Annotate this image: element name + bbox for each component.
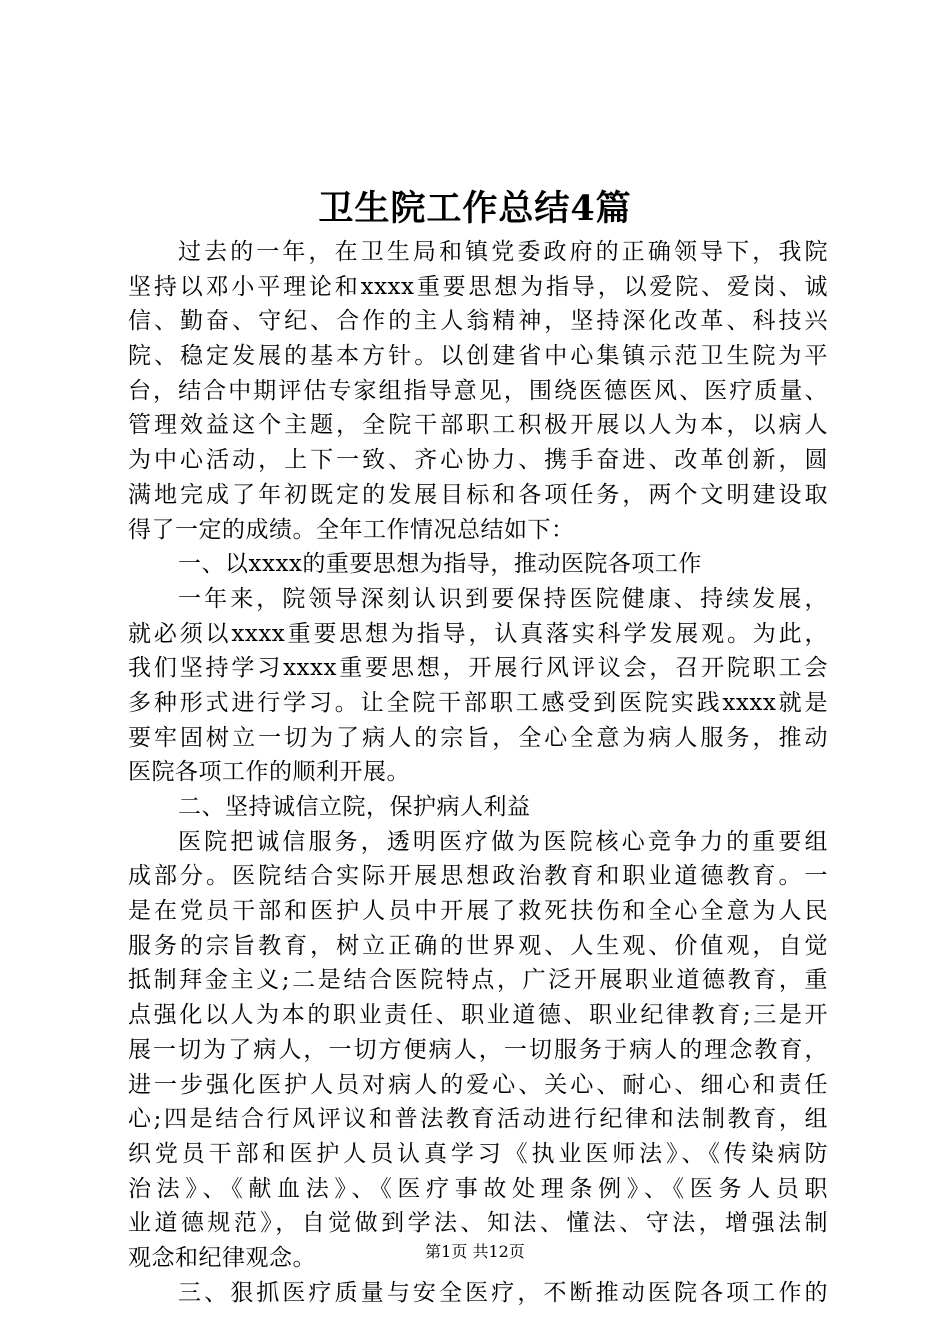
text-line: 一年来，院领导深刻认识到要保持医院健康、持续发展， [178,585,828,612]
text-line: 织党员干部和医护人员认真学习《执业医师法》、《传染病防 [128,1140,828,1167]
text-line: 管理效益这个主题，全院干部职工积极开展以人为本，以病人 [128,412,828,439]
text-line: 进一步强化医护人员对病人的爱心、关心、耐心、细心和责任 [128,1071,828,1098]
text-line: 成部分。医院结合实际开展思想政治教育和职业道德教育。一 [128,863,828,890]
text-line: 抵制拜金主义;二是结合医院特点，广泛开展职业道德教育，重 [128,967,828,994]
section-heading: 一、以xxxx的重要思想为指导，推动医院各项工作 [178,551,702,578]
document-title: 卫生院工作总结4篇 [318,188,632,229]
text-line: 我们坚持学习xxxx重要思想，开展行风评议会，召开院职工会 [128,655,828,682]
text-line: 点强化以人为本的职业责任、职业道德、职业纪律教育;三是开 [128,1002,828,1029]
text-line: 展一切为了病人，一切方便病人，一切服务于病人的理念教育， [128,1036,828,1063]
text-line: 为中心活动，上下一致、齐心协力、携手奋进、改革创新，圆 [128,447,828,474]
document-body [128,235,828,1310]
text-line: 台，结合中期评估专家组指导意见，围绕医德医风、医疗质量、 [128,377,828,404]
text-line: 要牢固树立一切为了病人的宗旨，全心全意为病人服务，推动 [128,724,828,751]
text-line: 信、勤奋、守纪、合作的主人翁精神，坚持深化改革、科技兴 [128,308,828,335]
text-line: 服务的宗旨教育，树立正确的世界观、人生观、价值观，自觉 [128,932,828,959]
text-line: 心;四是结合行风评议和普法教育活动进行纪律和法制教育，组 [128,1106,828,1133]
text-line: 得了一定的成绩。全年工作情况总结如下： [128,516,575,543]
text-line: 就必须以xxxx重要思想为指导，认真落实科学发展观。为此， [128,620,828,647]
text-line: 治法》、《献血法》、《医疗事故处理条例》、《医务人员职 [128,1175,828,1202]
page-number: 第1页 共12页 [425,1242,525,1261]
text-line: 医院各项工作的顺利开展。 [128,759,410,786]
text-line: 院、稳定发展的基本方针。以创建省中心集镇示范卫生院为平 [128,343,828,370]
section-heading: 三、狠抓医疗质量与安全医疗，不断推动医院各项工作的 [178,1279,828,1306]
text-line: 满地完成了年初既定的发展目标和各项任务，两个文明建设取 [128,481,828,508]
text-line: 观念和纪律观念。 [128,1244,316,1271]
text-line: 业道德规范》，自觉做到学法、知法、懂法、守法，增强法制 [128,1210,828,1237]
text-line: 是在党员干部和医护人员中开展了救死扶伤和全心全意为人民 [128,898,828,925]
section-heading: 二、坚持诚信立院，保护病人利益 [178,794,531,820]
text-line: 医院把诚信服务，透明医疗做为医院核心竞争力的重要组 [178,828,828,855]
text-line: 多种形式进行学习。让全院干部职工感受到医院实践xxxx就是 [128,689,828,716]
text-line: 过去的一年，在卫生局和镇党委政府的正确领导下，我院 [178,239,828,265]
text-line: 坚持以邓小平理论和xxxx重要思想为指导，以爱院、爱岗、诚 [128,273,828,300]
